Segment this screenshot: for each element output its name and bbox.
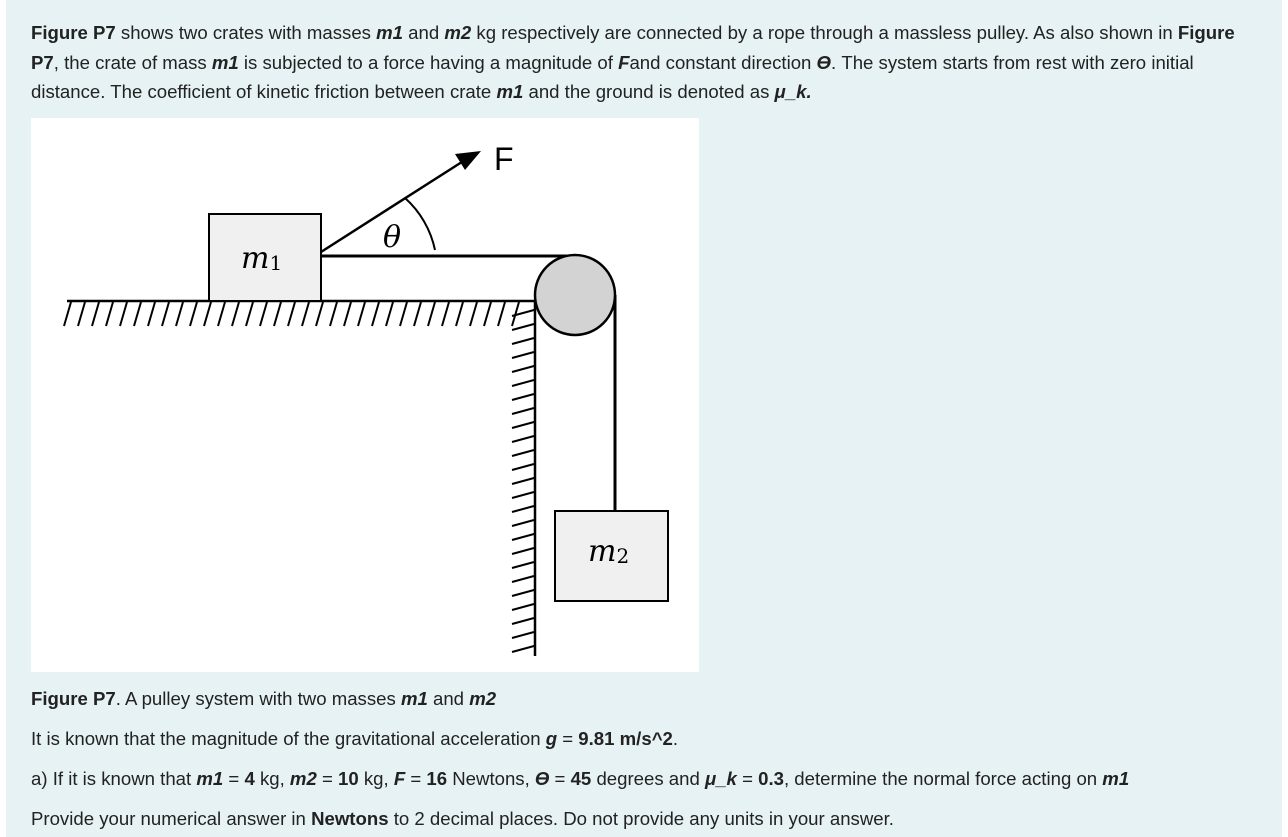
text-span: = bbox=[316, 768, 338, 789]
force-arrow-head bbox=[455, 151, 481, 170]
gravity-variable: g bbox=[545, 728, 558, 749]
text-span: Provide your numerical answer in bbox=[31, 808, 312, 829]
unit-label: Newtons bbox=[311, 808, 389, 829]
theta-variable: ϴ bbox=[534, 768, 550, 789]
problem-statement bbox=[31, 18, 1256, 107]
figure-reference: Figure P7 bbox=[31, 22, 116, 43]
angle-arc bbox=[405, 198, 435, 250]
text-span: degrees and bbox=[591, 768, 705, 789]
mass2-value: 10 bbox=[338, 768, 359, 789]
friction-coefficient-value: 0.3 bbox=[758, 768, 784, 789]
text-span: = bbox=[736, 768, 759, 789]
text-span: kg respectively are connected by a rope through a massless pulley. As also shown in bbox=[471, 22, 1178, 43]
force-value: 16 bbox=[426, 768, 448, 789]
text-span: to 2 decimal places. Do not provide any units in your answer. bbox=[388, 808, 894, 829]
ground-hatching bbox=[64, 302, 519, 326]
mass2-variable: m2 bbox=[444, 22, 472, 43]
text-span: and constant direction bbox=[629, 51, 817, 73]
text-span: and bbox=[403, 22, 445, 43]
force-variable: F bbox=[393, 768, 406, 789]
mass1-variable: m1 bbox=[400, 688, 428, 709]
gravity-value: 9.81 m/s^2 bbox=[578, 728, 673, 749]
crate-m1-label: m1 bbox=[241, 241, 283, 276]
friction-coefficient-variable: μ_k bbox=[705, 768, 737, 789]
text-span: Newtons, bbox=[447, 768, 535, 789]
mass1-variable: m1 bbox=[196, 768, 224, 789]
pulley-diagram bbox=[31, 118, 699, 672]
text-span: . The system starts from rest with zero initial distance. The coefficient of kinetic friction between crate bbox=[31, 51, 1194, 102]
angle-label: θ bbox=[383, 220, 402, 255]
pulley-figure bbox=[31, 118, 699, 672]
text-span: . A pulley system with two masses bbox=[115, 688, 401, 709]
friction-coefficient-variable: μ_k. bbox=[774, 81, 812, 102]
figure-caption bbox=[31, 684, 1256, 714]
text-span: , determine the normal force acting on bbox=[783, 768, 1103, 789]
text-span: , the crate of mass bbox=[53, 51, 212, 73]
mass1-variable: m1 bbox=[1102, 768, 1130, 789]
force-variable: F bbox=[618, 51, 630, 73]
mass2-variable: m2 bbox=[289, 768, 317, 789]
text-span: kg, bbox=[254, 768, 290, 789]
pulley bbox=[535, 255, 615, 335]
text-span: shows two crates with masses bbox=[115, 22, 377, 43]
figure-reference: Figure P7 bbox=[31, 688, 116, 709]
text-span: kg, bbox=[358, 768, 394, 789]
crate-m2-label: m2 bbox=[588, 534, 630, 569]
mass1-variable: m1 bbox=[376, 22, 404, 43]
mass1-variable: m1 bbox=[211, 51, 239, 73]
text-span: and bbox=[427, 688, 470, 709]
text-span: . bbox=[672, 728, 679, 749]
theta-value: 45 bbox=[570, 768, 592, 789]
figure-reference: Figure P7 bbox=[31, 22, 1235, 73]
text-span: = bbox=[405, 768, 427, 789]
mass1-value: 4 bbox=[244, 768, 255, 789]
mass1-variable: m1 bbox=[496, 81, 524, 102]
wall-hatching bbox=[512, 310, 534, 652]
answer-instruction bbox=[31, 804, 1256, 834]
text-span: a) If it is known that bbox=[31, 768, 197, 789]
gravity-statement bbox=[31, 724, 1256, 754]
text-span: = bbox=[223, 768, 245, 789]
text-span: = bbox=[557, 728, 579, 749]
mass2-variable: m2 bbox=[469, 688, 497, 709]
text-span: is subjected to a force having a magnitude of bbox=[238, 51, 619, 73]
question-a bbox=[31, 764, 1256, 794]
text-span: = bbox=[549, 768, 571, 789]
force-label: F bbox=[494, 141, 514, 177]
text-span: It is known that the magnitude of the gravitational acceleration bbox=[31, 728, 546, 749]
text-span: and the ground is denoted as bbox=[523, 81, 775, 102]
theta-variable: ϴ bbox=[816, 51, 832, 73]
